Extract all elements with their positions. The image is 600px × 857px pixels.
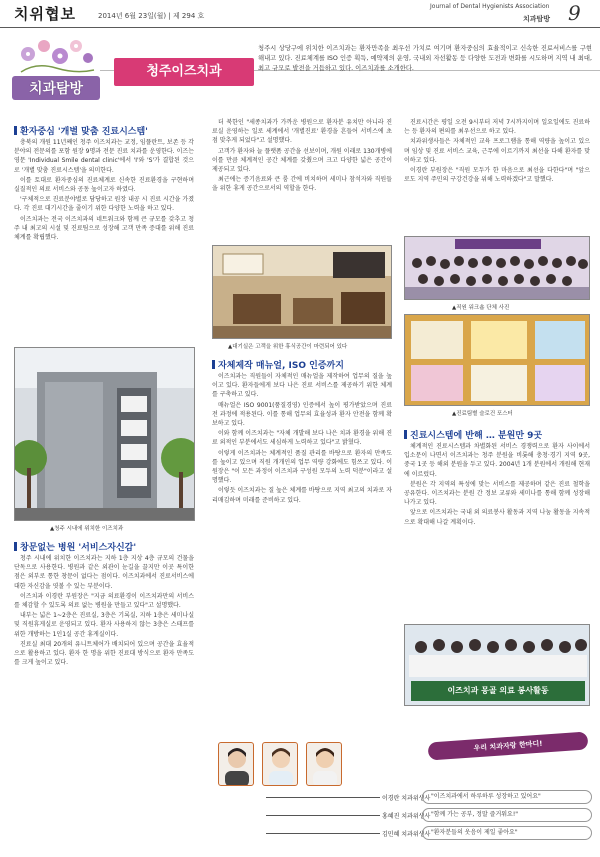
heading-iso: 자체제작 매뉴얼, ISO 인증까지 (212, 358, 344, 371)
section-name: 치과탐방 (523, 15, 551, 23)
paragraph: 이를 토대로 환자중심의 진료체계로 신속한 진료환경을 구현하며 실질적인 의료 서비스와 공동 높이고자 하였다. (14, 176, 194, 194)
paragraph: 앞으로 이즈치과는 국내 외 의료봉사 활동과 지역 나눔 활동을 지속적으로 확대해 나갈 계획이다. (404, 509, 590, 526)
person-icon (307, 743, 342, 786)
article-column-1a (14, 138, 194, 338)
building-image (15, 348, 195, 521)
quote-row (266, 808, 592, 822)
section-logo (12, 34, 100, 106)
staff-photo-3 (306, 742, 342, 786)
paragraph: 매뉴얼은 ISO 9001(품질경영) 인증에서 높이 평가받았으며 진료 전 과정에 적용된다. 이를 통해 업무의 효율성과 환자 안전을 함께 확보하고 있다. (212, 401, 392, 428)
paragraph: 청주 시내에 위치한 이즈치과는 지하 1층 지상 4층 규모의 건물을 단독으로 사용한다. 병원과 같은 외관이 눈길을 끌지만 이곳 특이한 점은 외부로 통한 창문이 없다는 점이다. 이즈치과에서 진료서비스에 대한 자신감을 엿볼 수 있는 부분이다. (14, 555, 194, 590)
staff-photo-1 (218, 742, 254, 786)
clinic-name-banner: 청주이즈치과 (114, 58, 254, 86)
heading-branches: 진료시스템에 반해 … 분원만 9곳 (404, 428, 542, 441)
issue-info: 2014년 6월 23일(월) | 제 294 호 (98, 12, 205, 20)
poster-image (405, 315, 590, 406)
paragraph: 체계적인 진료시스템과 차별화된 서비스 경쟁력으로 환자 사이에서 입소문이 나면서 이즈치과는 청주 분원을 비롯해 충청·경기 지역 9곳, 중국 1곳 등 해외 분원을 두고 있다. 2004년 1개 분원에서 개원해 현재에 이르렀다. (404, 443, 590, 478)
article-column-3b (404, 442, 590, 618)
quote-text: "함께 가는 공부, 정말 즐거워요!" (422, 808, 592, 822)
paragraph: 이렇게 이즈치과는 체계적인 품질 관리를 바탕으로 환자의 만족도를 높이고 있으며 직원 개개인의 업무 역량 강화에도 힘쓰고 있다. 이 원장은 "이 모든 과정이 이즈치과 구성원 모두의 노력 덕분"이라고 설명했다. (212, 449, 392, 485)
paragraph: 분원은 각 지역의 특성에 맞는 서비스를 제공하며 같은 진료 철학을 공유한다. 이즈치과는 분원 간 정보 교류와 세미나를 통해 함께 성장해 나가고 있다. (404, 480, 590, 507)
logo-label: 치과탐방 (12, 76, 100, 100)
paragraph: 이즈치과 이경란 부원장은 "지금 의료환경이 이즈치과만의 서비스를 체감할 수 있도록 의료 없는 병원을 만들고 있다"고 설명했다. (14, 592, 194, 610)
lounge-image (213, 246, 392, 339)
quote-author: 김민혜 치과위생사 (382, 831, 431, 838)
caption-lounge: ▲대기실은 고객을 위한 휴식공간이 마련되어 있다 (228, 344, 348, 350)
article-column-3a (404, 118, 590, 230)
person-icon (219, 743, 254, 786)
volunteer-photo (404, 624, 590, 706)
paragraph: 이즈치과는 직원들이 자체적인 매뉴얼을 제작하여 업무의 질을 높이고 있다. 환자들에게 보다 나은 진료 서비스를 제공하기 위한 체계를 구축하고 있다. (212, 373, 392, 399)
workshop-photo (404, 236, 590, 300)
paragraph: 이렇듯 이즈치과는 질 높은 체계를 바탕으로 지역 최고의 치과로 자리매김하며 미래를 준비하고 있다. (212, 487, 392, 504)
clinic-building-photo (14, 347, 195, 521)
quote-row (266, 826, 592, 840)
masthead: 치위협보 (14, 5, 76, 23)
heading-windowless: 창문없는 병원 '서비스자신감' (14, 540, 136, 553)
paragraph: 이즈치과는 전국 이즈치과의 네트워크와 함께 큰 규모를 갖추고 청주 내 최고의 시설 및 진료팀으로 성장해 고객 만족 증대를 위해 진료체계를 확립했다. (14, 215, 194, 242)
article-column-2b (212, 372, 392, 662)
paragraph: '구체적으로 진료분야별로 담당하고 원장 내공 시 진료 시간을 가졌다. 각 진료 대기시간을 줄이기 위한 다양한 노력을 하고 있다. (14, 196, 194, 213)
paragraph: 충북의 개원 11년째인 청주 이즈치과는 교정, 임플란트, 보존 등 각 분야의 전문의를 포함 원장 9명과 전문 진료 치과를 운영한다. 이즈는 영문 'Individual Smile dental clinic'에서 'I'와 'S'가 결합된 것으로 '개별 맞춤 진료시스템'을 의미한다. (14, 139, 194, 174)
article-column-2a (212, 118, 392, 240)
flowers-icon (16, 34, 96, 74)
paragraph: 최근에는 증기음료와 큰 룸 간에 비치하며 세미나 참석자와 직원들을 위한 휴게 공간으로서의 역할을 한다. (212, 176, 392, 193)
person-icon (263, 743, 298, 786)
journal-name: Journal of Dental Hygienists Association (430, 3, 550, 10)
quote-row (266, 790, 592, 804)
staff-photo-2 (262, 742, 298, 786)
page-header (0, 0, 600, 28)
quote-text: "환자분들의 웃음이 제일 좋아요" (422, 826, 592, 840)
lounge-photo (212, 245, 392, 339)
page-number: 9 (568, 1, 581, 25)
caption-building: ▲청주 시내에 위치한 이즈치과 (50, 526, 124, 532)
paragraph: 이경란 부원장은 "직원 모두가 한 마음으로 최선을 다한다"며 "앞으로도 지역 주민의 구강건강을 위해 노력하겠다"고 말했다. (404, 167, 590, 184)
quote-text: "이즈치과에서 하루하루 성장하고 있어요" (422, 790, 592, 804)
workshop-image (405, 237, 590, 300)
caption-board: ▲진료팀별 슬로건 포스터 (452, 411, 513, 417)
paragraph: 이와 함께 이즈치과는 "자체 개발해 보다 나은 치과 환경을 위해 진료 외적인 부분에서도 세심하게 노력하고 있다"고 밝혔다. (212, 430, 392, 447)
paragraph: 진료실 최대 20개의 유니트체어가 배치되어 있으며 공간을 효율적으로 활용하고 있다. 환자 한 명을 위한 진료대 방식으로 환자 만족도를 크게 높이고 있다. (14, 640, 194, 667)
intro-text: 청주시 상당구에 위치한 이즈치과는 환자만족을 최우선 가치로 여기며 환자중심의 효율적이고 신속한 진료서비스를 구현해내고 있다. 진료체계를 ISO 인증 획득, 예약제의 운영, 국내외 자선활동 등 다양한 도전과 변화를 시도하며 지역 내 최대, 최고 규모로 발전을 거듭하고 있다. 이즈치과를 소개한다. (258, 45, 592, 72)
caption-workshop: ▲직원 워크숍 단체 사진 (452, 305, 510, 311)
quotes-title: 우리 치과자랑 한마디! (428, 731, 589, 760)
paragraph: 내부는 넓은 1~2층은 진료실, 3층은 기록실, 지하 1층은 세미나실 및 직원휴게실로 운영되고 있다. 환자 사용하지 않는 3층은 스태프를 위한 개방하는 1인1실 공간 휴게실이다. (14, 612, 194, 638)
quote-author: 이경란 치과위생사 (382, 795, 431, 802)
article-column-1b (14, 554, 194, 850)
quote-author: 홍혜진 치과위생사 (382, 813, 431, 820)
volunteer-banner-text: 이즈치과 몽골 의료 봉사활동 (447, 686, 549, 695)
poster-board-photo (404, 314, 590, 406)
paragraph: 진료시간은 평일 오전 9시부터 저녁 7시까지이며 일요일에도 진료하는 등 환자의 편의를 최우선으로 하고 있다. (404, 119, 590, 136)
paragraph: 고객가 환자와 늘 플랫폼 공간을 선보이며, 개원 이래로 130개병에 이를 만큼 체계적인 공간 체계를 갖췄으며 크고 다양한 넓은 공간이 제공되고 있다. (212, 147, 392, 174)
paragraph: 치과위생사들은 자체적인 교육 프로그램을 통해 역량을 높이고 있으며 임상 및 진료 서비스 교육, 근무에 이르기까지 최선을 다해 환자를 맞이하고 있다. (404, 138, 590, 164)
paragraph: 더 북한인 "세종치과가 가까운 병원으로 환자분 유치만 아니라 진료실 운영하는 일로 세계에서 '개별진료' 환경을 흔들어 서비스에 초점 맞추게 되었다"고 설명했다. (212, 119, 392, 145)
heading-patient-centered: 환자중심 '개별 맞춤 진료시스템' (14, 124, 148, 137)
